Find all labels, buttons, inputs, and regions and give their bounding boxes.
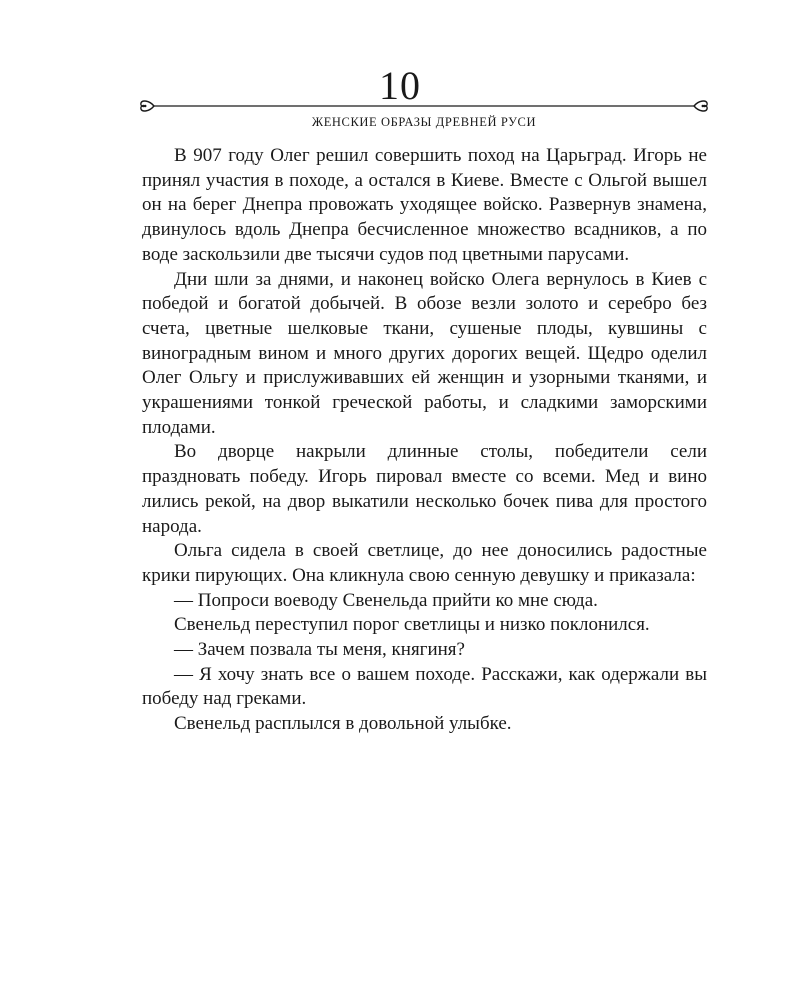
body-text [142,144,707,737]
paragraph: В 907 году Олег решил совершить поход на Царьград. Игорь не принял участия в походе, а остался в Киеве. Вместе с Ольгой вышел он на берег Днепра провожать уходящее войско. Развернув знамена, двинулось вдоль Днепра бесчисленное множество всадников, а по воде заскользили две тысячи судов под цветными парусами. [142,145,707,265]
paragraph: Дни шли за днями, и наконец войско Олега вернулось в Киев с победой и богатой добычей. В обозе везли золото и серебро без счета, цветные шелковые ткани, сушеные плоды, кувшины с виноградным вином и много других дорогих вещей. Щедро оделил Олег Ольгу и прислуживавших ей женщин и узорными тканями, и украшениями тонкой греческой работы, и сладкими заморскими плодами. [142,268,707,438]
paragraph: Ольга сидела в своей светлице, до нее доносились радостные крики пирующих. Она кликнула свою сенную девушку и приказала: [142,540,707,586]
header-ornamental-rule [136,96,712,116]
page-number: 10 [379,63,421,108]
dialogue-line: — Попроси воеводу Свенельда прийти ко мне сюда. [174,589,598,611]
dialogue-line: — Я хочу знать все о вашем походе. Расскажи, как одержали вы победу над греками. [142,663,707,710]
paragraph: Свенельд расплылся в довольной улыбке. [174,713,512,735]
running-head-title: ЖЕНСКИЕ ОБРАЗЫ ДРЕВНЕЙ РУСИ [311,115,537,129]
paragraph: Во дворце накрыли длинные столы, победители сели праздновать победу. Игорь пировал вместе со всеми. Мед и вино лились рекой, на двор выкатили несколько бочек пива для простого народа. [142,441,707,537]
dialogue-line: — Зачем позвала ты меня, княгиня? [174,639,465,661]
paragraph: Свенельд переступил порог светлицы и низко поклонился. [174,614,650,636]
